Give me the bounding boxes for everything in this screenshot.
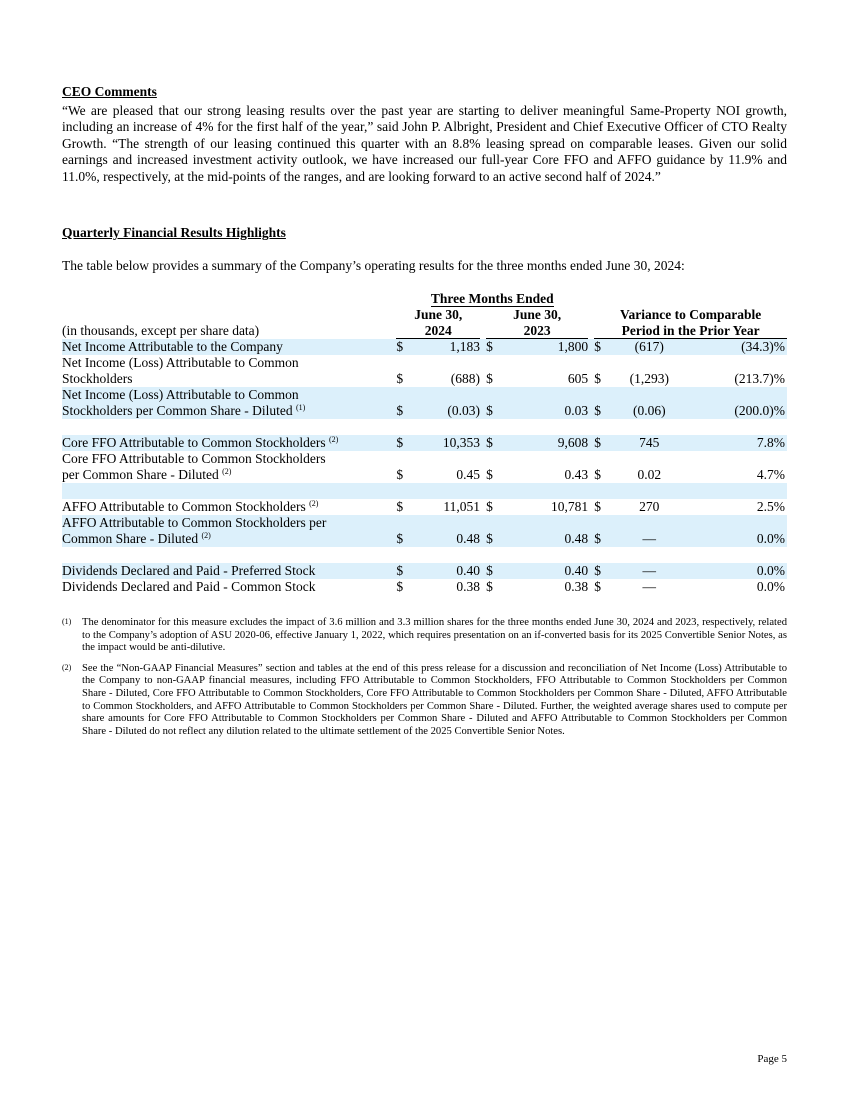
value-2023: 1,800 (500, 339, 588, 355)
footnotes (62, 617, 787, 738)
document-page (62, 84, 787, 746)
value-2024: 1,183 (411, 339, 480, 355)
dollar-sign: $ (486, 499, 493, 515)
dollar-sign: $ (594, 579, 601, 595)
variance-value: — (609, 515, 691, 547)
dollar-sign: $ (396, 371, 404, 387)
table-row (62, 339, 787, 355)
variance-percent: (34.3)% (690, 339, 787, 355)
variance-header-line1: Variance to Comparable (619, 307, 762, 323)
dollar-sign: $ (594, 467, 601, 483)
dollar-sign: $ (396, 563, 410, 579)
variance-header-line2: Period in the Prior Year (594, 323, 787, 339)
three-months-ended-header: Three Months Ended (430, 291, 554, 307)
dollar-sign: $ (396, 579, 404, 595)
footnote-text: See the “Non-GAAP Financial Measures” section and tables at the end of this press release for a discussion and reconciliation of Net Income (Loss) Attributable to the Company to non-GAAP financial measures, including FFO Attributable to Common Stockholders, FFO Attributable to Common Stockholders per Common Share - Diluted, Core FFO Attributable to Common Stockholders, Core FFO Attributable to Common Stockholders per Common Share - Diluted, AFFO Attributable to Common Stockholders, and AFFO Attributable to Common Stockholders per Common Share - Diluted. Further, the weighted average shares used to compute per share amounts for Core FFO Attributable to Common Stockholders per Common Share - Diluted and AFFO Attributable to Common Stockholders per Common Share - Diluted do not reflect any dilution related to the ultimate settlement of the 2025 Convertible Senior Notes. (82, 662, 787, 737)
dollar-sign: $ (396, 499, 404, 515)
footnote-ref: (2) (222, 467, 232, 477)
dollar-sign: $ (486, 467, 493, 483)
variance-value: (1,293) (629, 371, 669, 387)
dollar-sign: $ (486, 515, 500, 547)
dollar-sign: $ (396, 467, 404, 483)
dollar-sign: $ (594, 515, 608, 547)
value-2024: 0.45 (456, 467, 481, 483)
header-row-dates-2 (62, 323, 787, 339)
table-row (62, 435, 787, 451)
variance-value: 270 (639, 499, 660, 515)
variance-percent: 0.0% (756, 579, 785, 595)
value-2023: 0.03 (500, 387, 588, 419)
row-label: Net Income (Loss) Attributable to Common Stockholders per Common Share - Diluted $^{(1)}$ (62, 387, 396, 419)
spacer-row (62, 483, 787, 499)
variance-percent: 2.5% (756, 499, 785, 515)
table-row (62, 515, 787, 547)
dollar-sign: $ (396, 435, 410, 451)
variance-value: — (642, 579, 657, 595)
variance-value: 0.02 (637, 467, 662, 483)
variance-value: 745 (609, 435, 691, 451)
dollar-sign: $ (396, 339, 410, 355)
dollar-sign: $ (594, 371, 601, 387)
financial-highlights-table (62, 291, 787, 595)
variance-percent: (200.0)% (690, 387, 787, 419)
dollar-sign: $ (486, 371, 493, 387)
variance-percent: 4.7% (756, 467, 785, 483)
table-row (62, 563, 787, 579)
row-label: Net Income (Loss) Attributable to Common Stockholders (62, 355, 299, 387)
variance-value: — (609, 563, 691, 579)
dollar-sign: $ (594, 339, 608, 355)
spacer-row (62, 547, 787, 563)
footnote-ref: (1) (295, 403, 306, 413)
value-2024: 10,353 (411, 435, 480, 451)
header-row-group (62, 291, 787, 307)
header-row-dates-1 (62, 307, 787, 323)
footnote-text: The denominator for this measure excludes the impact of 3.6 million and 3.3 million shares for the three months ended June 30, 2024 and 2023, respectively, related to the Company’s adoption of ASU 2020-06, effective January 1, 2022, which requires presentation on an if-converted basis for its 2025 Convertible Senior Notes, as the impact would be anti-dilutive. (82, 617, 787, 654)
table-row (62, 451, 787, 483)
value-2024: 11,051 (443, 499, 481, 515)
dollar-sign: $ (396, 515, 410, 547)
row-label: Net Income Attributable to the Company (62, 339, 396, 355)
value-2023: 0.48 (500, 515, 588, 547)
highlights-heading: Quarterly Financial Results Highlights (62, 225, 286, 241)
col2-header-line1: June 30, (513, 307, 562, 323)
col2-header-line2: 2023 (486, 323, 588, 339)
value-2023: 0.38 (564, 579, 589, 595)
footnote-marker: (1) (62, 617, 72, 627)
value-2023: 9,608 (500, 435, 588, 451)
value-2024: (688) (450, 371, 481, 387)
footnote-1 (62, 617, 787, 655)
variance-percent: (213.7)% (734, 371, 785, 387)
value-2023: 0.43 (564, 467, 589, 483)
footnote-ref: (2) (309, 499, 319, 509)
highlights-intro: The table below provides a summary of the Company’s operating results for the three months ended June 30, 2024: (62, 258, 685, 274)
row-label: AFFO Attributable to Common Stockholders $^{(2)}$ (62, 499, 319, 515)
variance-value: (0.06) (609, 387, 691, 419)
dollar-sign: $ (486, 579, 493, 595)
col1-header-line1: June 30, (414, 307, 463, 323)
row-label: Dividends Declared and Paid - Common Stock (62, 579, 316, 595)
spacer-row (62, 419, 787, 435)
col1-header-line2: 2024 (396, 323, 480, 339)
footnote-ref: (2) (329, 435, 339, 445)
table-row (62, 499, 787, 515)
page-number: Page 5 (757, 1053, 787, 1065)
dollar-sign: $ (486, 339, 500, 355)
dollar-sign: $ (486, 435, 500, 451)
variance-percent: 7.8% (690, 435, 787, 451)
value-2024: 0.48 (411, 515, 480, 547)
row-label: AFFO Attributable to Common Stockholders per Common Share - Diluted $^{(2)}$ (62, 515, 396, 547)
dollar-sign: $ (594, 435, 608, 451)
table-row (62, 579, 787, 595)
dollar-sign: $ (594, 387, 608, 419)
value-2023: 605 (567, 371, 589, 387)
variance-percent: 0.0% (690, 563, 787, 579)
value-2024: 0.38 (456, 579, 481, 595)
value-2023: 0.40 (500, 563, 588, 579)
variance-value: (617) (609, 339, 691, 355)
row-label: Dividends Declared and Paid - Preferred Stock (62, 563, 396, 579)
dollar-sign: $ (486, 387, 500, 419)
dollar-sign: $ (396, 387, 410, 419)
units-label: (in thousands, except per share data) (62, 323, 260, 339)
row-label: Core FFO Attributable to Common Stockholders per Common Share - Diluted $^{(2)}$ (62, 451, 326, 483)
dollar-sign: $ (486, 563, 500, 579)
dollar-sign: $ (594, 499, 601, 515)
value-2024: 0.40 (411, 563, 480, 579)
table-row (62, 355, 787, 387)
footnote-2 (62, 663, 787, 739)
footnote-marker: (2) (62, 662, 72, 672)
dollar-sign: $ (594, 563, 608, 579)
value-2023: 10,781 (551, 499, 589, 515)
ceo-comments-heading: CEO Comments (62, 84, 157, 99)
row-label: Core FFO Attributable to Common Stockholders $^{(2)}$ (62, 435, 396, 451)
value-2024: (0.03) (411, 387, 480, 419)
ceo-quote: “We are pleased that our strong leasing results over the past year are starting to deliver meaningful Same-Property NOI growth, including an increase of 4% for the first half of the year,” said John P. Albright, President and Chief Executive Officer of CTO Realty Growth. “The strength of our leasing continued this quarter with an 8.8% leasing spread on comparable leases. Given our solid earnings and increased investment activity outlook, we have increased our full-year Core FFO and AFFO guidance by 11.9% and 11.0%, respectively, at the mid-points of the ranges, and are looking forward to an active second half of 2024.” (62, 103, 787, 184)
table-row (62, 387, 787, 419)
footnote-ref: (2) (201, 531, 211, 541)
variance-percent: 0.0% (690, 515, 787, 547)
